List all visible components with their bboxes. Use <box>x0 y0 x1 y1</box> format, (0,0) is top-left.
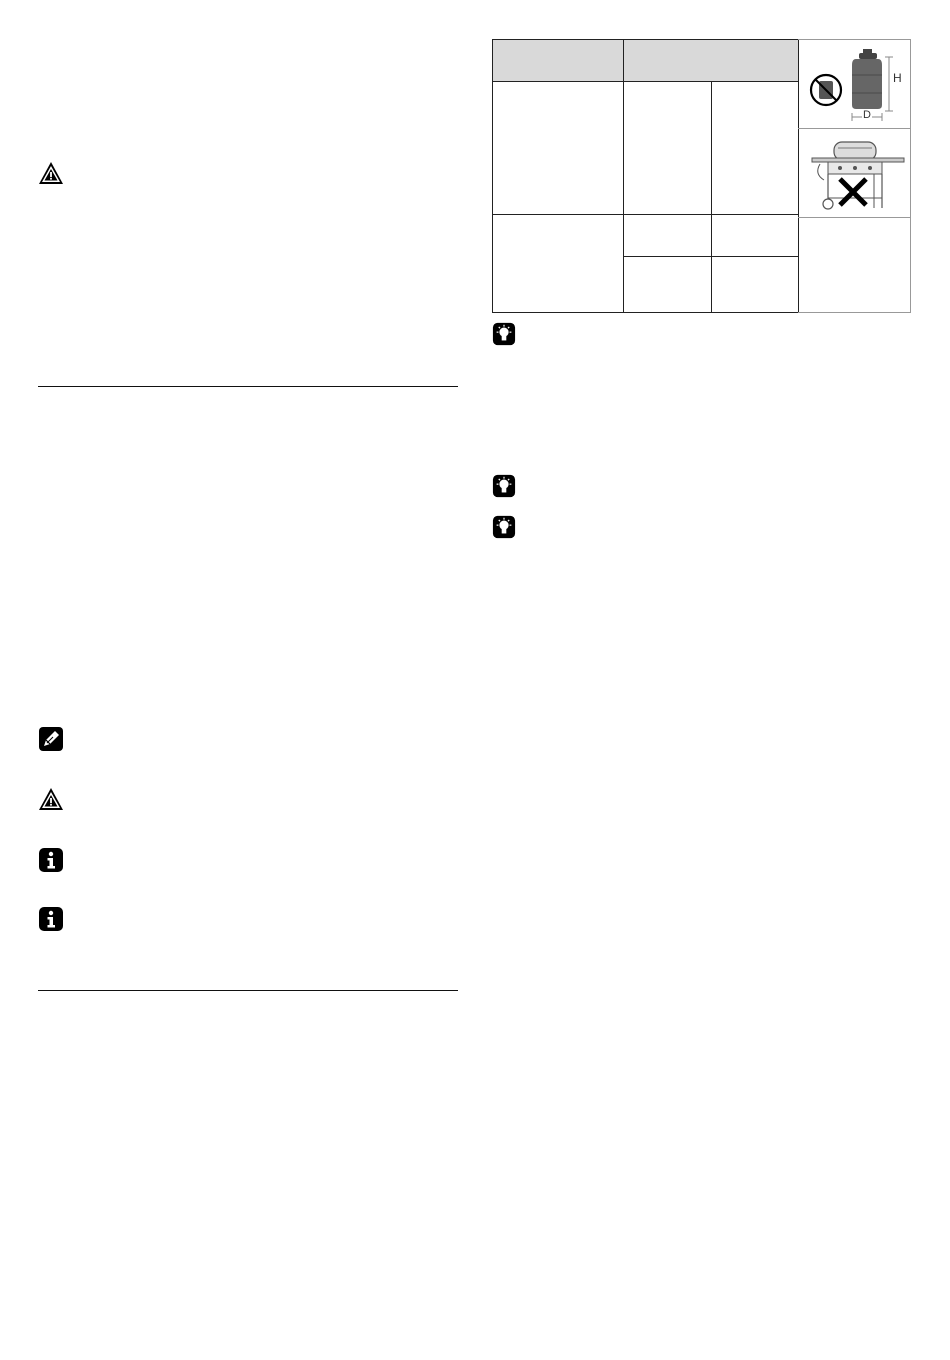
info-icon <box>38 847 64 873</box>
light-bulb-tip-icon <box>492 474 516 498</box>
gas-cylinder-spec-table <box>492 39 911 313</box>
warning-icon <box>38 160 64 186</box>
gas-cylinder-dimensions-figure <box>804 45 908 125</box>
table-cell <box>711 214 799 257</box>
note-pencil-icon <box>38 726 64 752</box>
table-cell <box>711 256 799 313</box>
section-divider <box>38 386 458 387</box>
table-cell <box>623 214 712 257</box>
light-bulb-tip-icon <box>492 515 516 539</box>
table-cell <box>623 81 712 215</box>
table-header-cell <box>623 39 799 82</box>
barbecue-no-storage-figure <box>804 134 908 214</box>
diameter-label: D <box>863 109 871 121</box>
picture-divider <box>798 217 911 218</box>
warning-icon <box>38 786 64 812</box>
table-cell <box>492 214 624 313</box>
table-cell <box>492 81 624 215</box>
table-cell <box>711 81 799 215</box>
table-header-cell <box>492 39 624 82</box>
height-label: H <box>893 71 902 85</box>
light-bulb-tip-icon <box>492 322 516 346</box>
table-cell <box>623 256 712 313</box>
info-icon <box>38 906 64 932</box>
section-divider <box>38 990 458 991</box>
picture-divider <box>798 128 911 129</box>
